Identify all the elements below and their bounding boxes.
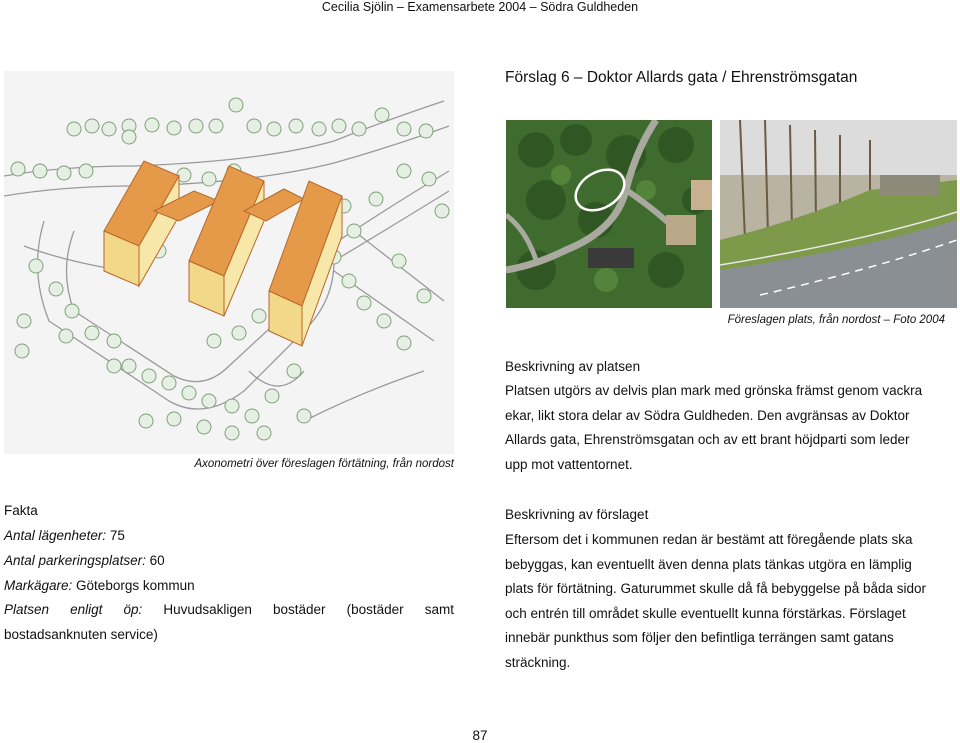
aerial-photo [506, 120, 712, 308]
fakta-value: Huvudsakligen bostäder (bostäder samt [163, 602, 454, 617]
platsen-heading: Beskrivning av platsen [505, 359, 641, 374]
forslaget-line: innebär punkthus som följer den befintliga terrängen samt gatans [505, 630, 894, 645]
fakta-label: Markägare: [4, 578, 73, 593]
forslaget-line: Eftersom det i kommunen redan är bestämt att föregående plats ska [505, 532, 913, 547]
fakta-value: Göteborgs kommun [76, 578, 195, 593]
fakta-label: Platsen enligt öp: [4, 602, 143, 617]
photo-caption: Föreslagen plats, från nordost – Foto 2004 [727, 314, 945, 326]
platsen-line: upp mot vattentornet. [505, 456, 633, 472]
fakta-value: 60 [149, 553, 165, 568]
platsen-line: Platsen utgörs av delvis plan mark med grönska främst genom vackra [505, 383, 923, 398]
forslaget-heading: Beskrivning av förslaget [505, 507, 649, 522]
platsen-line: Allards gata, Ehrenströmsgatan och av ett brant höjdparti som leder [505, 432, 910, 447]
fakta-label: Antal lägenheter: [4, 528, 107, 543]
fakta-apartments [4, 528, 125, 543]
fakta-plan [4, 602, 454, 617]
fakta-label: Antal parkeringsplatser: [4, 553, 146, 568]
fakta-heading: Fakta [4, 503, 38, 518]
page-number: 87 [472, 728, 488, 743]
street-photo [720, 120, 957, 308]
platsen-body [505, 379, 958, 477]
forslaget-line: sträckning. [505, 654, 571, 670]
fakta-parking [4, 553, 165, 568]
axonometry-caption: Axonometri över föreslagen förtätning, från nordost [194, 458, 454, 470]
fakta-plan-cont: bostadsanknuten service) [4, 627, 158, 642]
forslaget-line: och entrén till området skulle eventuellt kunna förstärkas. Förslaget [505, 605, 906, 621]
axonometry-drawing [4, 71, 454, 454]
fakta-owner [4, 578, 195, 593]
platsen-line: ekar, likt stora delar av Södra Guldheden. Den avgränsas av Doktor [505, 407, 910, 423]
forslaget-body [505, 528, 958, 675]
forslaget-line: plats för förtätning. Gaturummet skulle då få bebyggelse på båda sidor [505, 581, 926, 596]
fakta-value: 75 [109, 528, 125, 543]
page-header: Cecilia Sjölin – Examensarbete 2004 – Södra Guldheden [321, 0, 639, 14]
page-title: Förslag 6 – Doktor Allards gata / Ehrenströmsgatan [505, 69, 858, 86]
forslaget-line: bebyggas, kan eventuellt även denna plats tänkas utgöra en lämplig [505, 556, 912, 572]
